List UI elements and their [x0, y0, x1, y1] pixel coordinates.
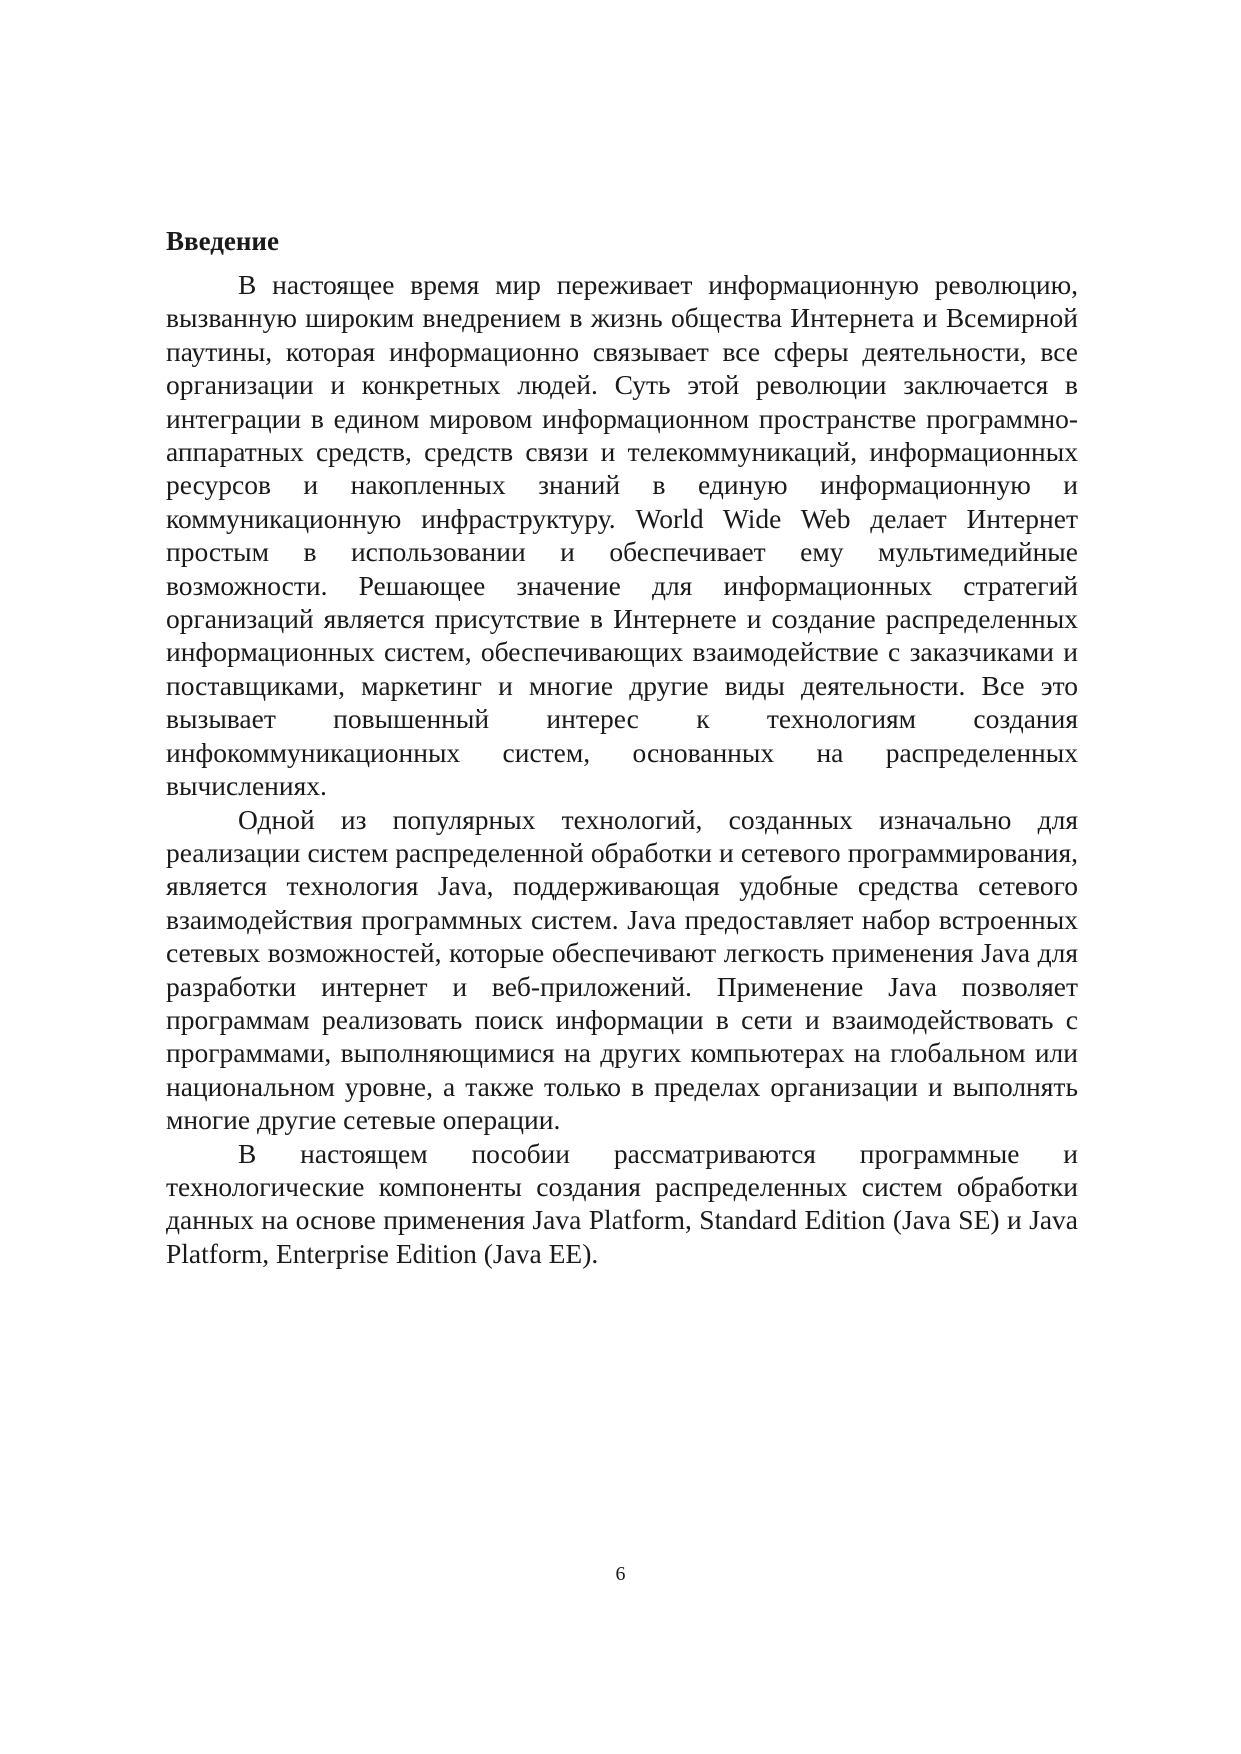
- paragraph-2: Одной из популярных технологий, созданных изначально для реализации систем распределенной обработки и сетевого программирования, является технология Java, поддерживающая удобные средства сетевого взаимодействия программных систем. Java предоставляет набор встроенных сетевых возможностей, которые обеспечивают легкость применения Java для разработки интернет и веб-приложений. Применение Java позволяет программам реализовать поиск информации в сети и взаимодействовать с программами, выполняющимися на других компьютерах на глобальном или национальном уровне, а также только в пределах организации и выполнять многие другие сетевые операции.: [166, 803, 1078, 1136]
- section-heading: Введение: [166, 226, 279, 256]
- page-content: [166, 224, 1078, 1270]
- paragraph-3: В настоящем пособии рассматриваются программные и технологические компоненты создания распределенных систем обработки данных на основе применения Java Platform, Standard Edition (Java SE) и Java Platform, Enterprise Edition (Java EE).: [166, 1137, 1078, 1269]
- paragraph-1: В настоящее время мир переживает информационную революцию, вызванную широким внедрением в жизнь общества Интернета и Всемирной паутины, которая информационно связывает все сферы деятельности, все организации и конкретных людей. Суть этой революции заключается в интеграции в едином мировом информационном пространстве программно-аппаратных средств, средств связи и телекоммуникаций, информационных ресурсов и накопленных знаний в единую информационную и коммуникационную инфраструктуру. World Wide Web делает Интернет простым в использовании и обеспечивает ему мультимедийные возможности. Решающее значение для информационных стратегий организаций является присутствие в Интернете и создание распределенных информационных систем, обеспечивающих взаимодействие с заказчиками и поставщиками, маркетинг и многие другие виды деятельности. Все это вызывает повышенный интерес к технологиям создания инфокоммуникационных систем, основанных на распределенных вычислениях.: [166, 269, 1078, 802]
- page-number: 6: [615, 1563, 626, 1585]
